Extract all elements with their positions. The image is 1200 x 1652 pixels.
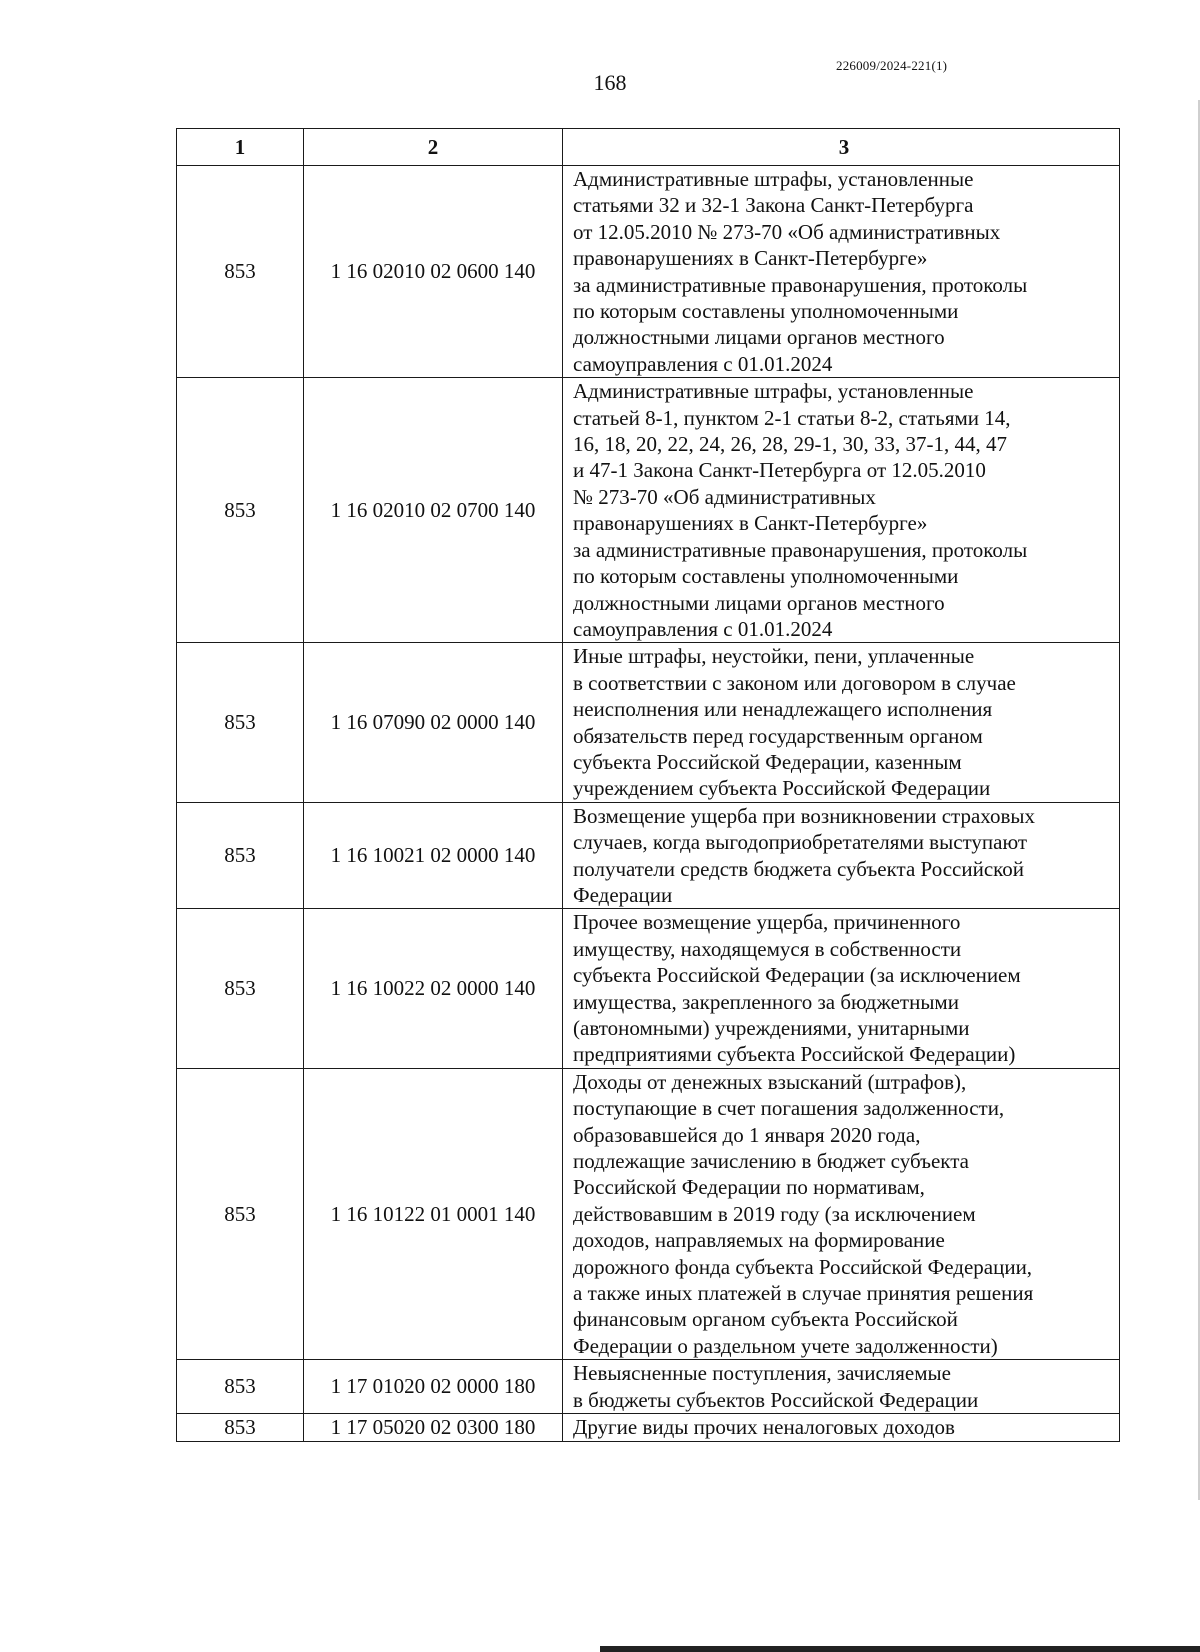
table-row — [177, 1414, 1120, 1441]
column-header-3: 3 — [563, 129, 1120, 166]
table-row — [177, 166, 1120, 378]
admin-code-cell: 853 — [177, 802, 304, 909]
kbk-code-cell: 1 17 05020 02 0300 180 — [304, 1414, 563, 1441]
kbk-code-cell: 1 16 10022 02 0000 140 — [304, 909, 563, 1068]
admin-code-cell: 853 — [177, 643, 304, 802]
description-cell — [563, 166, 1120, 378]
description-cell — [563, 909, 1120, 1068]
table-row — [177, 802, 1120, 909]
table-header-row — [177, 129, 1120, 166]
description-text: Другие виды прочих неналоговых доходов — [573, 1415, 955, 1440]
page-number: 168 — [593, 70, 627, 95]
description-text: Невыясненные поступления, зачисляемые в бюджеты субъектов Российской Федерации — [573, 1361, 979, 1412]
description-text: Административные штрафы, установленные статьей 8-1, пунктом 2-1 статьи 8-2, статьями 14, 16, 18, 20, 22, 24, 26, 28, 29-1, 30, 33, 37-1, 44, 47 и 47-1 Закона Санкт-Петербурга от 12.05.2010 № 273-70 «Об административных правонарушениях в Санкт-Петербурге» за административные правонарушения, протоколы по которым составлены уполномоченными должностными лицами органов местного самоуправления с 01.01.2024 — [573, 379, 1028, 641]
table-row — [177, 909, 1120, 1068]
description-cell — [563, 1068, 1120, 1359]
description-text: Административные штрафы, установленные статьями 32 и 32-1 Закона Санкт-Петербурга от 12.05.2010 № 273-70 «Об административных правонарушениях в Санкт-Петербурге» за административные правонарушения, протоколы по которым составлены уполномоченными должностными лицами органов местного самоуправления с 01.01.2024 — [573, 167, 1028, 376]
admin-code-cell: 853 — [177, 1414, 304, 1441]
kbk-code-cell: 1 16 02010 02 0700 140 — [304, 378, 563, 643]
table-row — [177, 1360, 1120, 1414]
admin-code-cell: 853 — [177, 909, 304, 1068]
table-row — [177, 643, 1120, 802]
description-text: Прочее возмещение ущерба, причиненного имуществу, находящемуся в собственности субъекта Российской Федерации (за исключением имущества, закрепленного за бюджетными (автономными) учреждениями, унитарными предприятиями субъекта Российской Федерации) — [573, 910, 1021, 1067]
kbk-code-cell: 1 16 10122 01 0001 140 — [304, 1068, 563, 1359]
description-text: Возмещение ущерба при возникновении страховых случаев, когда выгодоприобретателями выступают получатели средств бюджета субъекта Российской Федерации — [573, 803, 1035, 907]
column-header-2: 2 — [304, 129, 563, 166]
description-text: Доходы от денежных взысканий (штрафов), поступающие в счет погашения задолженности, образовавшейся до 1 января 2020 года, подлежащие зачислению в бюджет субъекта Российской Федерации по нормативам, действовавшим в 2019 году (за исключением доходов, направляемых на формирование дорожного фонда субъекта Российской Федерации, а также иных платежей в случае принятия решения финансовым органом субъекта Российской Федерации о раздельном учете задолженности) — [573, 1069, 1034, 1358]
revenue-codes-table — [176, 128, 1120, 1442]
admin-code-cell: 853 — [177, 1068, 304, 1359]
kbk-code-cell: 1 16 07090 02 0000 140 — [304, 643, 563, 802]
description-cell — [563, 643, 1120, 802]
description-text: Иные штрафы, неустойки, пени, уплаченные в соответствии с законом или договором в случае неисполнения или ненадлежащего исполнения обязательств перед государственным органом субъекта Российской Федерации, казенным учреждением субъекта Российской Федерации — [573, 644, 1016, 801]
document-id: 226009/2024-221(1) — [836, 58, 948, 73]
kbk-code-cell: 1 17 01020 02 0000 180 — [304, 1360, 563, 1414]
description-cell — [563, 802, 1120, 909]
scan-bottom-bar — [600, 1646, 1200, 1652]
description-cell — [563, 1414, 1120, 1441]
admin-code-cell: 853 — [177, 1360, 304, 1414]
table-row — [177, 378, 1120, 643]
description-cell — [563, 378, 1120, 643]
column-header-1: 1 — [177, 129, 304, 166]
kbk-code-cell: 1 16 02010 02 0600 140 — [304, 166, 563, 378]
admin-code-cell: 853 — [177, 378, 304, 643]
table-row — [177, 1068, 1120, 1359]
description-cell — [563, 1360, 1120, 1414]
kbk-code-cell: 1 16 10021 02 0000 140 — [304, 802, 563, 909]
admin-code-cell: 853 — [177, 166, 304, 378]
